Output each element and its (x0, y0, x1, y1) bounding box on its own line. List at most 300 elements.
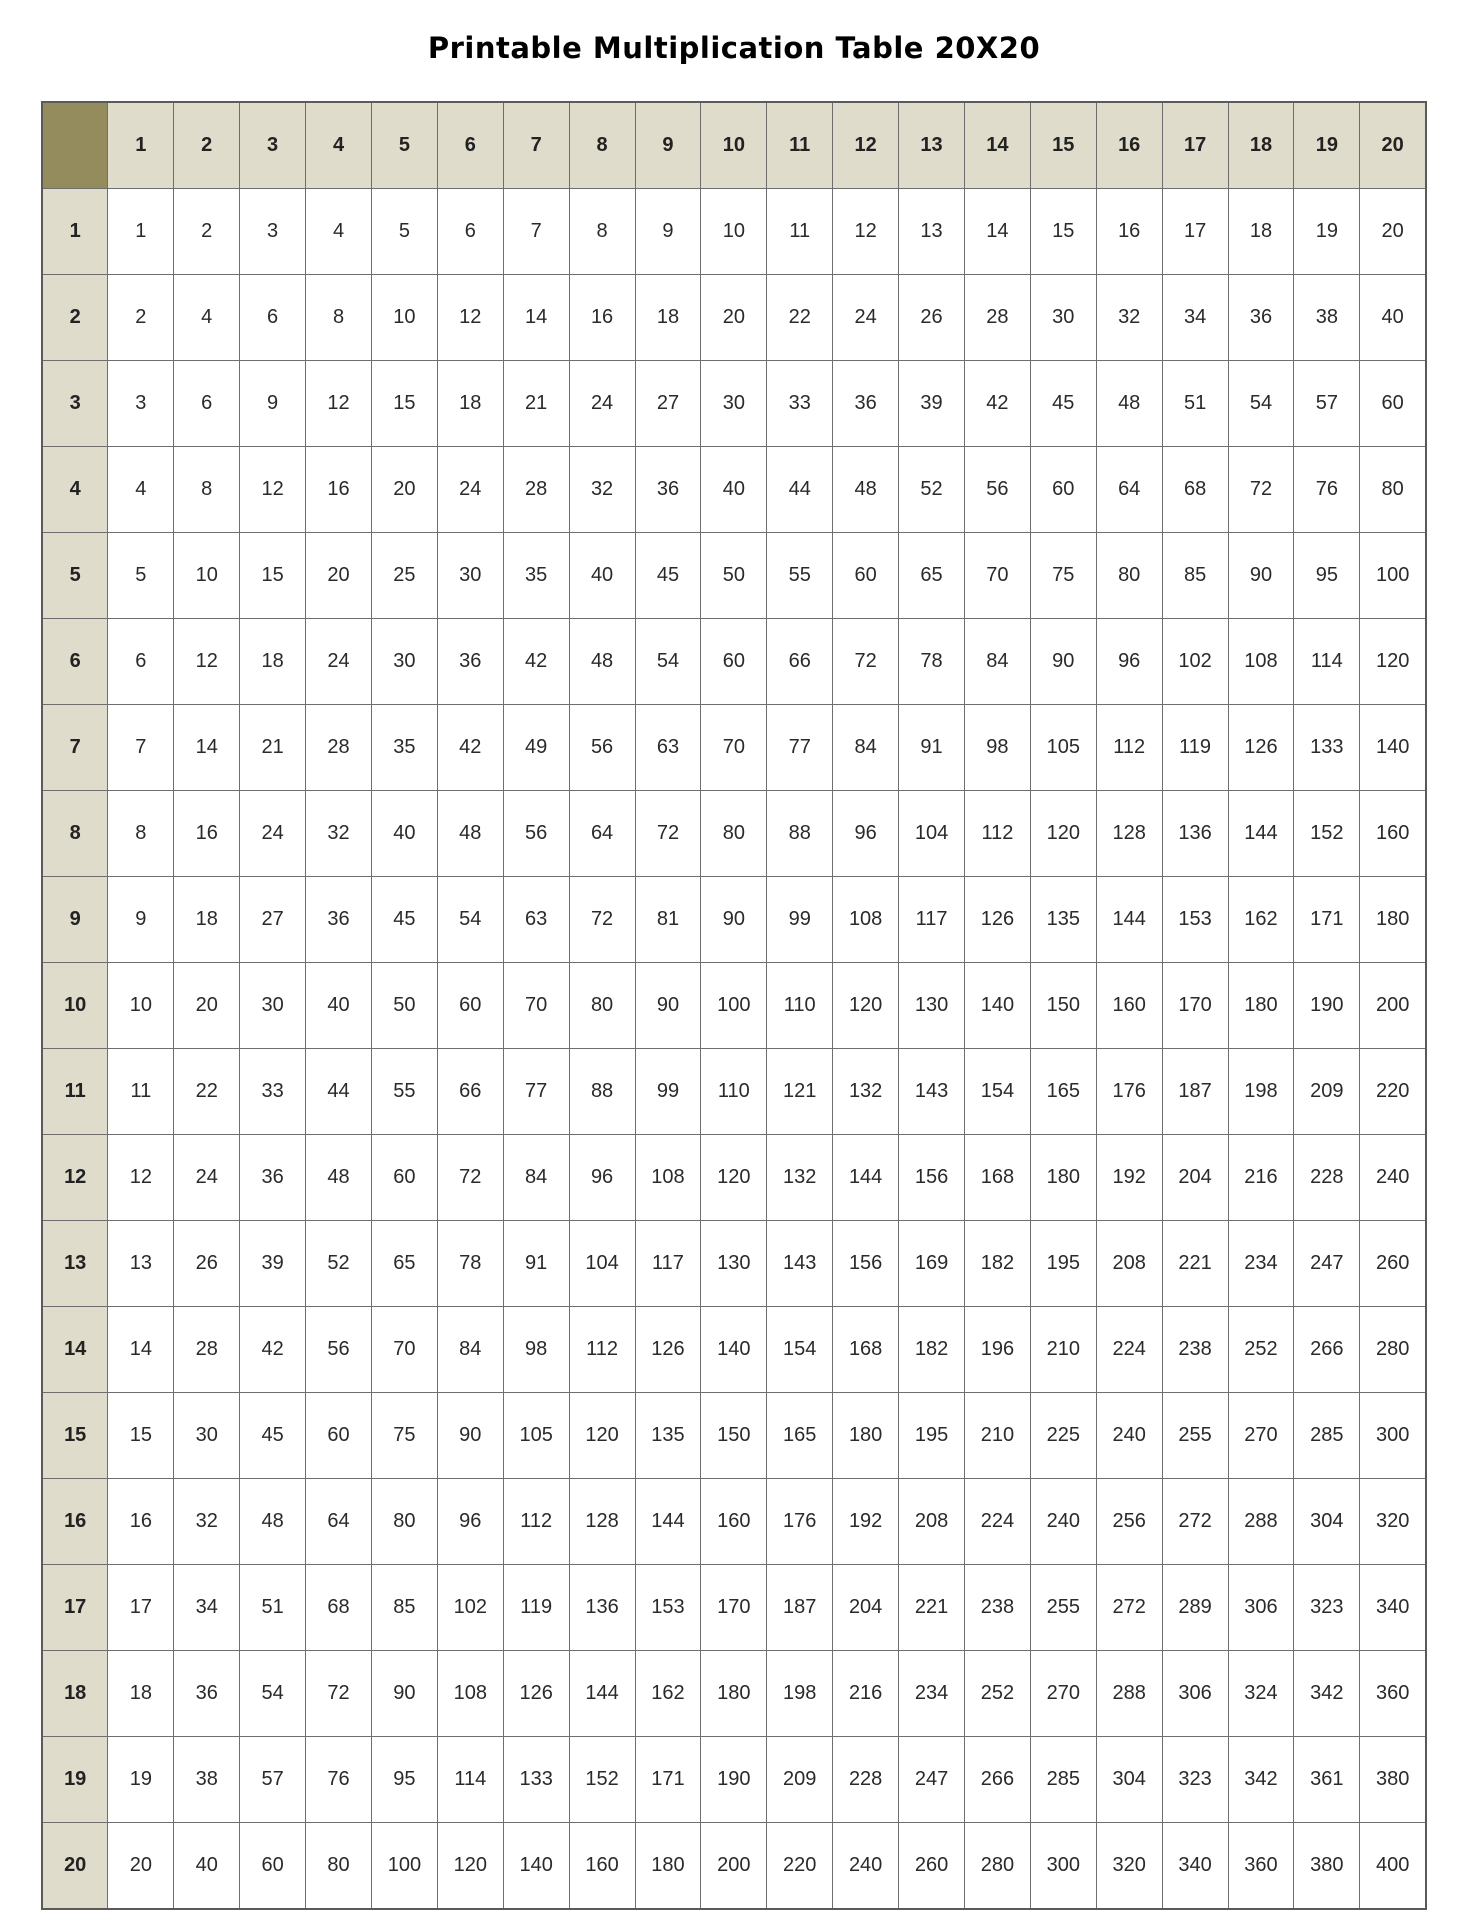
table-cell: 68 (306, 1565, 372, 1651)
table-cell: 228 (833, 1737, 899, 1823)
table-cell: 48 (306, 1135, 372, 1221)
table-cell: 112 (503, 1479, 569, 1565)
table-cell: 136 (1162, 791, 1228, 877)
table-cell: 27 (635, 361, 701, 447)
table-cell: 50 (701, 533, 767, 619)
table-cell: 324 (1228, 1651, 1294, 1737)
table-cell: 100 (701, 963, 767, 1049)
table-cell: 7 (108, 705, 174, 791)
row-header: 3 (42, 361, 108, 447)
table-cell: 22 (174, 1049, 240, 1135)
column-header: 4 (306, 102, 372, 189)
table-cell: 60 (701, 619, 767, 705)
column-header: 10 (701, 102, 767, 189)
table-cell: 192 (833, 1479, 899, 1565)
column-header: 17 (1162, 102, 1228, 189)
table-cell: 12 (174, 619, 240, 705)
table-cell: 26 (899, 275, 965, 361)
table-cell: 24 (240, 791, 306, 877)
table-cell: 80 (701, 791, 767, 877)
table-body (42, 189, 1426, 1910)
table-cell: 12 (306, 361, 372, 447)
table-cell: 104 (569, 1221, 635, 1307)
table-cell: 120 (701, 1135, 767, 1221)
table-cell: 36 (635, 447, 701, 533)
table-cell: 88 (569, 1049, 635, 1135)
row-header: 18 (42, 1651, 108, 1737)
table-cell: 126 (503, 1651, 569, 1737)
table-cell: 256 (1096, 1479, 1162, 1565)
table-cell: 25 (371, 533, 437, 619)
table-cell: 119 (503, 1565, 569, 1651)
table-cell: 13 (899, 189, 965, 275)
table-cell: 44 (767, 447, 833, 533)
table-cell: 70 (503, 963, 569, 1049)
table-cell: 180 (1228, 963, 1294, 1049)
table-cell: 26 (174, 1221, 240, 1307)
table-cell: 8 (569, 189, 635, 275)
table-cell: 18 (240, 619, 306, 705)
table-cell: 36 (1228, 275, 1294, 361)
table-row (42, 1135, 1426, 1221)
column-header: 15 (1030, 102, 1096, 189)
table-cell: 150 (701, 1393, 767, 1479)
table-cell: 280 (1360, 1307, 1426, 1393)
table-cell: 170 (1162, 963, 1228, 1049)
table-cell: 144 (635, 1479, 701, 1565)
table-cell: 40 (569, 533, 635, 619)
table-cell: 168 (833, 1307, 899, 1393)
table-cell: 216 (1228, 1135, 1294, 1221)
table-cell: 120 (569, 1393, 635, 1479)
table-cell: 40 (1360, 275, 1426, 361)
table-cell: 7 (503, 189, 569, 275)
table-cell: 165 (767, 1393, 833, 1479)
table-cell: 252 (1228, 1307, 1294, 1393)
table-row (42, 1479, 1426, 1565)
table-cell: 19 (108, 1737, 174, 1823)
table-cell: 270 (1228, 1393, 1294, 1479)
table-cell: 48 (437, 791, 503, 877)
table-row (42, 705, 1426, 791)
table-cell: 14 (964, 189, 1030, 275)
table-cell: 34 (1162, 275, 1228, 361)
table-cell: 105 (1030, 705, 1096, 791)
table-cell: 45 (240, 1393, 306, 1479)
table-cell: 28 (964, 275, 1030, 361)
table-cell: 171 (1294, 877, 1360, 963)
table-cell: 16 (569, 275, 635, 361)
table-cell: 76 (1294, 447, 1360, 533)
table-cell: 55 (767, 533, 833, 619)
table-cell: 140 (701, 1307, 767, 1393)
table-cell: 180 (1030, 1135, 1096, 1221)
table-cell: 108 (1228, 619, 1294, 705)
table-cell: 72 (1228, 447, 1294, 533)
column-header: 14 (964, 102, 1030, 189)
table-cell: 39 (899, 361, 965, 447)
row-header: 12 (42, 1135, 108, 1221)
table-cell: 216 (833, 1651, 899, 1737)
table-cell: 153 (635, 1565, 701, 1651)
table-cell: 39 (240, 1221, 306, 1307)
table-cell: 12 (437, 275, 503, 361)
table-cell: 65 (371, 1221, 437, 1307)
table-cell: 30 (174, 1393, 240, 1479)
table-cell: 48 (833, 447, 899, 533)
table-cell: 112 (569, 1307, 635, 1393)
table-cell: 78 (899, 619, 965, 705)
table-cell: 266 (964, 1737, 1030, 1823)
table-cell: 50 (371, 963, 437, 1049)
table-cell: 48 (569, 619, 635, 705)
page-title: Printable Multiplication Table 20X20 (427, 31, 1041, 65)
table-cell: 60 (240, 1823, 306, 1910)
table-cell: 90 (371, 1651, 437, 1737)
table-cell: 70 (371, 1307, 437, 1393)
table-cell: 33 (767, 361, 833, 447)
table-cell: 260 (899, 1823, 965, 1910)
table-cell: 36 (306, 877, 372, 963)
table-cell: 180 (833, 1393, 899, 1479)
table-cell: 135 (635, 1393, 701, 1479)
table-cell: 221 (1162, 1221, 1228, 1307)
table-cell: 72 (833, 619, 899, 705)
table-cell: 13 (108, 1221, 174, 1307)
table-row (42, 791, 1426, 877)
table-cell: 18 (108, 1651, 174, 1737)
table-cell: 288 (1096, 1651, 1162, 1737)
table-row (42, 1651, 1426, 1737)
table-cell: 78 (437, 1221, 503, 1307)
table-cell: 77 (767, 705, 833, 791)
column-header: 7 (503, 102, 569, 189)
corner-cell (42, 102, 108, 189)
table-cell: 52 (306, 1221, 372, 1307)
table-cell: 210 (964, 1393, 1030, 1479)
table-cell: 51 (240, 1565, 306, 1651)
table-cell: 304 (1096, 1737, 1162, 1823)
table-cell: 3 (108, 361, 174, 447)
header-row (42, 102, 1426, 189)
table-cell: 55 (371, 1049, 437, 1135)
row-header: 1 (42, 189, 108, 275)
row-header: 5 (42, 533, 108, 619)
table-cell: 85 (1162, 533, 1228, 619)
table-cell: 9 (108, 877, 174, 963)
table-cell: 108 (437, 1651, 503, 1737)
table-cell: 20 (371, 447, 437, 533)
table-cell: 40 (701, 447, 767, 533)
table-row (42, 619, 1426, 705)
table-cell: 17 (1162, 189, 1228, 275)
table-row (42, 275, 1426, 361)
table-cell: 21 (240, 705, 306, 791)
table-cell: 38 (174, 1737, 240, 1823)
row-header: 20 (42, 1823, 108, 1910)
table-cell: 12 (833, 189, 899, 275)
table-cell: 289 (1162, 1565, 1228, 1651)
table-cell: 10 (174, 533, 240, 619)
table-cell: 220 (767, 1823, 833, 1910)
table-cell: 5 (108, 533, 174, 619)
table-cell: 20 (701, 275, 767, 361)
table-cell: 85 (371, 1565, 437, 1651)
table-cell: 171 (635, 1737, 701, 1823)
table-cell: 21 (503, 361, 569, 447)
table-cell: 40 (174, 1823, 240, 1910)
table-cell: 18 (1228, 189, 1294, 275)
table-cell: 105 (503, 1393, 569, 1479)
table-cell: 340 (1360, 1565, 1426, 1651)
table-cell: 306 (1162, 1651, 1228, 1737)
table-cell: 110 (767, 963, 833, 1049)
table-cell: 209 (767, 1737, 833, 1823)
table-cell: 306 (1228, 1565, 1294, 1651)
table-cell: 91 (899, 705, 965, 791)
table-cell: 63 (503, 877, 569, 963)
table-cell: 54 (437, 877, 503, 963)
table-cell: 90 (1228, 533, 1294, 619)
table-row (42, 1393, 1426, 1479)
table-cell: 18 (635, 275, 701, 361)
table-cell: 380 (1360, 1737, 1426, 1823)
table-cell: 72 (635, 791, 701, 877)
table-cell: 15 (240, 533, 306, 619)
table-cell: 209 (1294, 1049, 1360, 1135)
column-header: 12 (833, 102, 899, 189)
row-header: 11 (42, 1049, 108, 1135)
table-cell: 135 (1030, 877, 1096, 963)
table-cell: 35 (371, 705, 437, 791)
table-cell: 255 (1162, 1393, 1228, 1479)
table-cell: 84 (437, 1307, 503, 1393)
row-header: 6 (42, 619, 108, 705)
table-row (42, 361, 1426, 447)
table-cell: 190 (1294, 963, 1360, 1049)
table-cell: 60 (1360, 361, 1426, 447)
table-cell: 182 (899, 1307, 965, 1393)
table-cell: 16 (174, 791, 240, 877)
table-cell: 132 (767, 1135, 833, 1221)
table-cell: 152 (569, 1737, 635, 1823)
row-header: 16 (42, 1479, 108, 1565)
table-cell: 64 (306, 1479, 372, 1565)
column-header: 6 (437, 102, 503, 189)
table-row (42, 963, 1426, 1049)
table-row (42, 1049, 1426, 1135)
table-cell: 98 (503, 1307, 569, 1393)
table-cell: 84 (964, 619, 1030, 705)
table-cell: 187 (767, 1565, 833, 1651)
table-cell: 80 (306, 1823, 372, 1910)
table-cell: 35 (503, 533, 569, 619)
table-cell: 30 (371, 619, 437, 705)
table-cell: 95 (371, 1737, 437, 1823)
table-cell: 96 (833, 791, 899, 877)
table-cell: 60 (1030, 447, 1096, 533)
table-cell: 60 (437, 963, 503, 1049)
column-header: 3 (240, 102, 306, 189)
table-cell: 60 (371, 1135, 437, 1221)
table-row (42, 1307, 1426, 1393)
table-cell: 48 (240, 1479, 306, 1565)
table-cell: 198 (767, 1651, 833, 1737)
table-cell: 225 (1030, 1393, 1096, 1479)
table-cell: 66 (437, 1049, 503, 1135)
table-cell: 18 (174, 877, 240, 963)
table-cell: 32 (1096, 275, 1162, 361)
table-cell: 150 (1030, 963, 1096, 1049)
table-cell: 30 (701, 361, 767, 447)
table-cell: 156 (833, 1221, 899, 1307)
table-cell: 6 (108, 619, 174, 705)
table-cell: 120 (1360, 619, 1426, 705)
table-cell: 228 (1294, 1135, 1360, 1221)
table-row (42, 189, 1426, 275)
table-cell: 247 (1294, 1221, 1360, 1307)
row-header: 8 (42, 791, 108, 877)
table-cell: 36 (833, 361, 899, 447)
table-header (42, 102, 1426, 189)
table-cell: 136 (569, 1565, 635, 1651)
table-cell: 44 (306, 1049, 372, 1135)
table-cell: 270 (1030, 1651, 1096, 1737)
table-cell: 40 (371, 791, 437, 877)
table-cell: 52 (899, 447, 965, 533)
table-cell: 6 (174, 361, 240, 447)
row-header: 17 (42, 1565, 108, 1651)
table-cell: 64 (569, 791, 635, 877)
column-header: 8 (569, 102, 635, 189)
table-cell: 2 (174, 189, 240, 275)
table-cell: 128 (1096, 791, 1162, 877)
table-cell: 34 (174, 1565, 240, 1651)
table-cell: 36 (240, 1135, 306, 1221)
table-cell: 112 (964, 791, 1030, 877)
table-cell: 102 (1162, 619, 1228, 705)
table-cell: 140 (503, 1823, 569, 1910)
table-cell: 110 (701, 1049, 767, 1135)
row-header: 13 (42, 1221, 108, 1307)
table-cell: 234 (1228, 1221, 1294, 1307)
table-cell: 280 (964, 1823, 1030, 1910)
table-cell: 90 (635, 963, 701, 1049)
table-cell: 2 (108, 275, 174, 361)
table-cell: 49 (503, 705, 569, 791)
row-header: 9 (42, 877, 108, 963)
table-cell: 133 (1294, 705, 1360, 791)
table-cell: 9 (635, 189, 701, 275)
table-cell: 176 (767, 1479, 833, 1565)
table-cell: 22 (767, 275, 833, 361)
table-cell: 240 (1096, 1393, 1162, 1479)
table-cell: 70 (964, 533, 1030, 619)
table-cell: 187 (1162, 1049, 1228, 1135)
table-cell: 160 (1096, 963, 1162, 1049)
table-cell: 120 (1030, 791, 1096, 877)
table-cell: 210 (1030, 1307, 1096, 1393)
table-cell: 90 (437, 1393, 503, 1479)
table-cell: 342 (1228, 1737, 1294, 1823)
table-cell: 16 (108, 1479, 174, 1565)
table-cell: 260 (1360, 1221, 1426, 1307)
table-cell: 60 (833, 533, 899, 619)
table-cell: 95 (1294, 533, 1360, 619)
table-cell: 170 (701, 1565, 767, 1651)
table-cell: 108 (833, 877, 899, 963)
table-cell: 162 (635, 1651, 701, 1737)
table-cell: 36 (174, 1651, 240, 1737)
table-cell: 6 (437, 189, 503, 275)
table-cell: 128 (569, 1479, 635, 1565)
table-cell: 360 (1228, 1823, 1294, 1910)
table-cell: 81 (635, 877, 701, 963)
table-cell: 54 (1228, 361, 1294, 447)
table-cell: 160 (701, 1479, 767, 1565)
table-cell: 24 (833, 275, 899, 361)
table-cell: 84 (833, 705, 899, 791)
table-cell: 90 (701, 877, 767, 963)
table-cell: 154 (767, 1307, 833, 1393)
table-cell: 195 (899, 1393, 965, 1479)
table-cell: 28 (503, 447, 569, 533)
table-cell: 176 (1096, 1049, 1162, 1135)
table-cell: 133 (503, 1737, 569, 1823)
table-cell: 204 (1162, 1135, 1228, 1221)
table-cell: 90 (1030, 619, 1096, 705)
table-cell: 32 (569, 447, 635, 533)
table-cell: 66 (767, 619, 833, 705)
table-cell: 323 (1162, 1737, 1228, 1823)
table-cell: 144 (569, 1651, 635, 1737)
table-cell: 14 (503, 275, 569, 361)
table-cell: 8 (174, 447, 240, 533)
table-cell: 120 (833, 963, 899, 1049)
table-cell: 340 (1162, 1823, 1228, 1910)
table-cell: 156 (899, 1135, 965, 1221)
table-cell: 140 (964, 963, 1030, 1049)
table-cell: 154 (964, 1049, 1030, 1135)
table-cell: 33 (240, 1049, 306, 1135)
table-cell: 63 (635, 705, 701, 791)
table-cell: 77 (503, 1049, 569, 1135)
table-cell: 143 (899, 1049, 965, 1135)
table-cell: 165 (1030, 1049, 1096, 1135)
table-cell: 24 (569, 361, 635, 447)
table-cell: 130 (701, 1221, 767, 1307)
table-cell: 45 (371, 877, 437, 963)
table-cell: 56 (569, 705, 635, 791)
table-cell: 72 (569, 877, 635, 963)
column-header: 9 (635, 102, 701, 189)
column-header: 1 (108, 102, 174, 189)
table-row (42, 1823, 1426, 1910)
table-cell: 320 (1096, 1823, 1162, 1910)
table-cell: 152 (1294, 791, 1360, 877)
table-cell: 17 (108, 1565, 174, 1651)
table-cell: 20 (108, 1823, 174, 1910)
table-cell: 119 (1162, 705, 1228, 791)
table-cell: 56 (306, 1307, 372, 1393)
multiplication-table (41, 101, 1427, 1910)
table-cell: 32 (174, 1479, 240, 1565)
column-header: 20 (1360, 102, 1426, 189)
table-cell: 65 (899, 533, 965, 619)
table-cell: 8 (306, 275, 372, 361)
table-cell: 168 (964, 1135, 1030, 1221)
table-cell: 75 (1030, 533, 1096, 619)
